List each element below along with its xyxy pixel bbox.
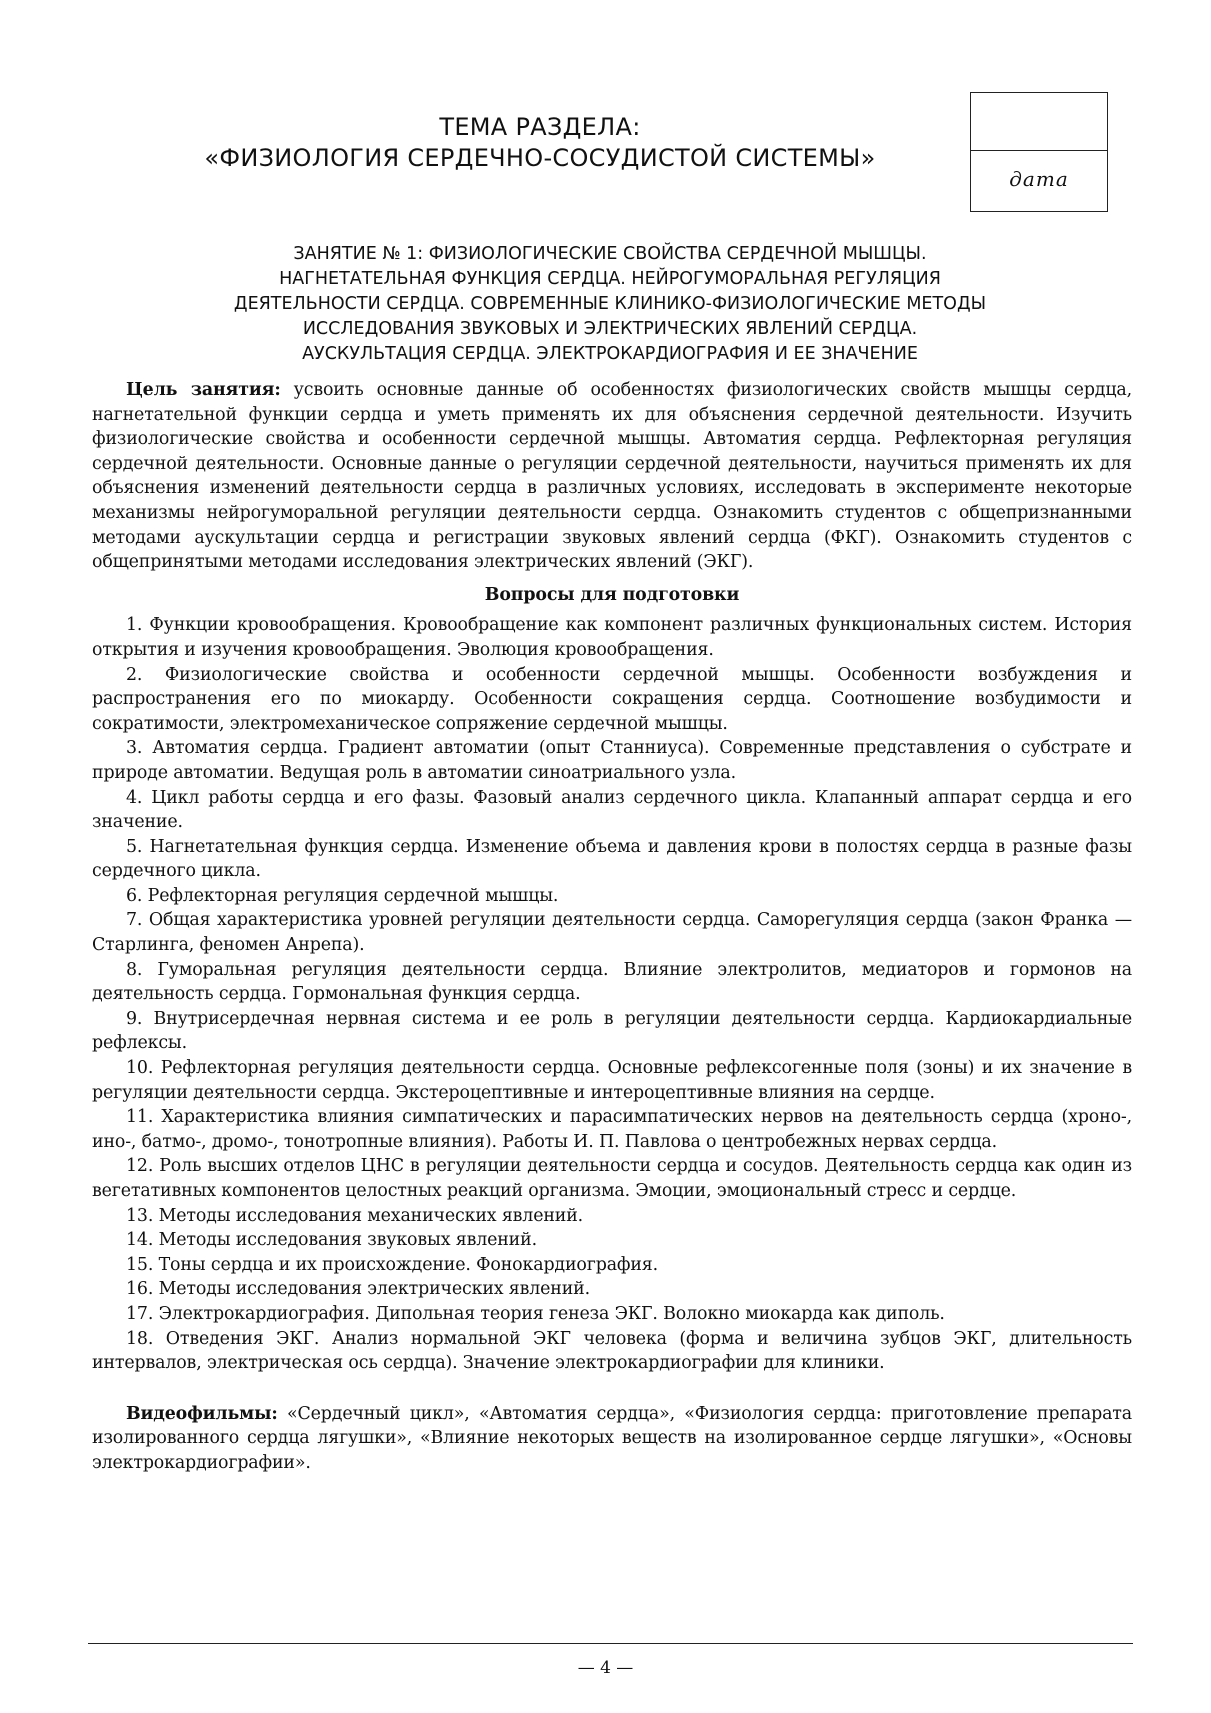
question-item: 3. Автоматия сердца. Градиент автоматии (опыт Станниуса). Современные представления о субстрате и природе автоматии. Ведущая роль в автоматии синоатриального узла. bbox=[92, 738, 1132, 783]
questions-list bbox=[92, 613, 1132, 1375]
question-item: 10. Рефлекторная регуляция деятельности сердца. Основные рефлексогенные поля (зоны) и их значение в регуляции деятельности сердца. Экстероцептивные и интероцептивные влияния на сердце. bbox=[92, 1058, 1132, 1103]
question-item: 5. Нагнетательная функция сердца. Изменение объема и давления крови в полостях сердца в разные фазы сердечного цикла. bbox=[92, 836, 1132, 882]
lesson-title-line: ДЕЯТЕЛЬНОСТИ СЕРДЦА. СОВРЕМЕННЫЕ КЛИНИКО-ФИЗИОЛОГИЧЕСКИЕ МЕТОДЫ bbox=[233, 294, 987, 314]
questions-heading: Вопросы для подготовки bbox=[484, 584, 740, 605]
question-item: 15. Тоны сердца и их происхождение. Фонокардиография. bbox=[126, 1254, 659, 1275]
footer-rule bbox=[88, 1643, 1133, 1644]
question-item: 17. Электрокардиография. Дипольная теория генеза ЭКГ. Волокно миокарда как диполь. bbox=[126, 1303, 945, 1324]
date-box[interactable] bbox=[970, 92, 1108, 212]
question-item: 2. Физиологические свойства и особенности сердечной мышцы. Особенности возбуждения и распространения его по миокарду. Особенности сокращения сердца. Соотношение возбудимости и сократимости, электромеханическое сопряжение сердечной мышцы. bbox=[92, 664, 1132, 734]
question-item: 13. Методы исследования механических явлений. bbox=[126, 1205, 584, 1226]
lesson-title-line: АУСКУЛЬТАЦИЯ СЕРДЦА. ЭЛЕКТРОКАРДИОГРАФИЯ И ЕЕ ЗНАЧЕНИЕ bbox=[302, 344, 918, 364]
question-item: 6. Рефлекторная регуляция сердечной мышцы. bbox=[126, 885, 559, 906]
films-label: Видеофильмы: bbox=[126, 1403, 278, 1424]
question-item: 1. Функции кровообращения. Кровообращение как компонент различных функциональных систем. История открытия и изучения кровообращения. Эволюция кровообращения. bbox=[92, 615, 1132, 660]
question-item: 14. Методы исследования звуковых явлений. bbox=[126, 1230, 537, 1251]
question-item: 11. Характеристика влияния симпатических и парасимпатических нервов на деятельность сердца (хроно-, ино-, батмо-, дромо-, тонотропные влияния). Работы И. П. Павлова о центробежных нервах сердца. bbox=[92, 1107, 1132, 1152]
date-box-divider bbox=[971, 150, 1107, 151]
lesson-title bbox=[160, 242, 1060, 367]
lesson-title-line: ЗАНЯТИЕ № 1: ФИЗИОЛОГИЧЕСКИЕ СВОЙСТВА СЕРДЕЧНОЙ МЫШЦЫ. bbox=[293, 244, 927, 264]
section-title-line-2: «ФИЗИОЛОГИЯ СЕРДЕЧНО-СОСУДИСТОЙ СИСТЕМЫ» bbox=[204, 144, 876, 172]
question-item: 12. Роль высших отделов ЦНС в регуляции деятельности сердца и сосудов. Деятельность сердца как один из вегетативных компонентов целостных реакций организма. Эмоции, эмоциональный стресс и сердце. bbox=[92, 1156, 1132, 1201]
goal-paragraph bbox=[92, 378, 1132, 575]
question-item: 4. Цикл работы сердца и его фазы. Фазовый анализ сердечного цикла. Клапанный аппарат сердца и его значение. bbox=[92, 787, 1132, 833]
question-item: 8. Гуморальная регуляция деятельности сердца. Влияние электролитов, медиаторов и гормонов на деятельность сердца. Гормональная функция сердца. bbox=[92, 959, 1132, 1005]
section-title bbox=[180, 112, 900, 174]
question-item: 16. Методы исследования электрических явлений. bbox=[126, 1279, 590, 1300]
main-content bbox=[92, 378, 1132, 1476]
question-item: 7. Общая характеристика уровней регуляции деятельности сердца. Саморегуляция сердца (закон Франка — Старлинга, феномен Анрепа). bbox=[92, 910, 1132, 956]
films-paragraph bbox=[92, 1402, 1132, 1476]
lesson-title-line: ИССЛЕДОВАНИЯ ЗВУКОВЫХ И ЭЛЕКТРИЧЕСКИХ ЯВЛЕНИЙ СЕРДЦА. bbox=[302, 319, 918, 339]
goal-text: усвоить основные данные об особенностях физиологических свойств мышцы сердца, нагнетательной функции сердца и уметь применять их для объяснения сердечной деятельности. Изучить физиологические свойства и особенности сердечной мышцы. Автоматия сердца. Рефлекторная регуляция сердечной деятельности. Основные данные о регуляции сердечной деятельности, научиться применять их для объяснения изменений деятельности сердца в различных условиях, исследовать в эксперименте некоторые механизмы нейрогуморальной регуляции деятельности сердца. Ознакомить студентов с общепризнанными методами аускультации сердца и регистрации звуковых явлений сердца (ФКГ). Ознакомить студентов с общепринятыми методами исследования электрических явлений (ЭКГ). bbox=[92, 380, 1132, 573]
goal-label: Цель занятия: bbox=[126, 380, 281, 400]
page-number: — 4 — bbox=[577, 1658, 634, 1678]
lesson-title-line: НАГНЕТАТЕЛЬНАЯ ФУНКЦИЯ СЕРДЦА. НЕЙРОГУМОРАЛЬНАЯ РЕГУЛЯЦИЯ bbox=[279, 269, 941, 289]
films-text: «Сердечный цикл», «Автоматия сердца», «Физиология сердца: приготовление препарата изолированного сердца лягушки», «Влияние некоторых веществ на изолированное сердце лягушки», «Основы электрокардиографии». bbox=[92, 1403, 1132, 1473]
question-item: 9. Внутрисердечная нервная система и ее роль в регуляции деятельности сердца. Кардиокардиальные рефлексы. bbox=[92, 1008, 1132, 1054]
date-label: дата bbox=[1009, 167, 1069, 191]
section-title-line-1: ТЕМА РАЗДЕЛА: bbox=[439, 113, 641, 141]
question-item: 18. Отведения ЭКГ. Анализ нормальной ЭКГ человека (форма и величина зубцов ЭКГ, длительность интервалов, электрическая ось сердца). Значение электрокардиографии для клиники. bbox=[92, 1328, 1132, 1374]
